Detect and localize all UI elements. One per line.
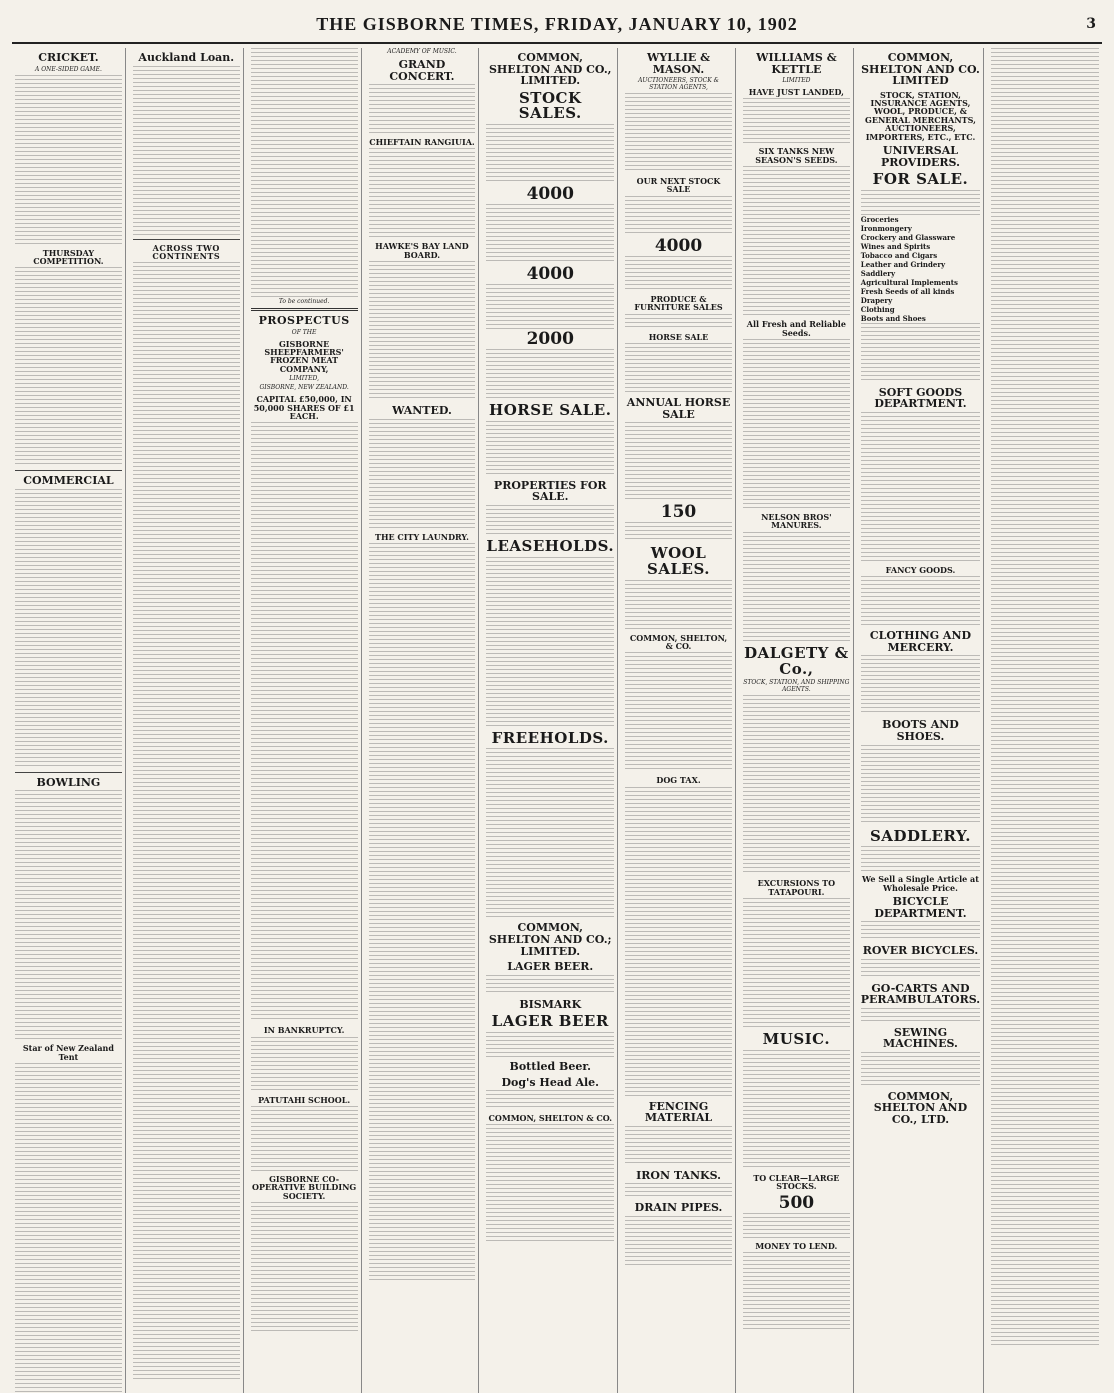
grand-concert-heading: GRAND CONCERT.	[389, 58, 455, 83]
for-sale-article	[861, 190, 980, 215]
next-stock-sale-article	[625, 196, 732, 236]
sewing-heading: SEWING MACHINES.	[883, 1025, 958, 1051]
lager-article-2	[486, 1032, 614, 1057]
drain-pipes-heading: DRAIN PIPES.	[634, 1201, 723, 1215]
concert-article	[369, 84, 476, 134]
page-edge	[991, 48, 1099, 1348]
seeds-heading: SIX TANKS NEW SEASON'S SEEDS.	[755, 146, 838, 165]
prospectus-article	[251, 422, 358, 1022]
dalgety-article	[743, 695, 850, 875]
annual-horse-sale-heading: ANNUAL HORSE SALE	[626, 396, 731, 421]
bottled-beer-heading: Bottled Beer.	[509, 1059, 591, 1073]
chieftain-article	[369, 148, 476, 238]
fresh-seeds-heading: All Fresh and Reliable Seeds.	[746, 319, 846, 338]
column-5	[483, 48, 618, 1393]
sacks-number: 500	[778, 1192, 815, 1213]
williams-kettle-heading: WILLIAMS & KETTLE	[756, 51, 837, 76]
goods-list-item: Agricultural Implements	[860, 277, 958, 287]
stock-sales-heading: STOCK SALES.	[518, 88, 582, 123]
auckland-article	[133, 66, 240, 236]
column-1	[12, 48, 126, 1393]
universal-providers-heading: UNIVERSAL PROVIDERS.	[880, 143, 960, 169]
column-9	[988, 48, 1102, 1393]
land-board-heading: HAWKE'S BAY LAND BOARD.	[375, 241, 469, 260]
cricket-heading: CRICKET.	[38, 51, 99, 64]
column-7	[740, 48, 854, 1393]
prospectus-heading: PROSPECTUS	[258, 314, 350, 327]
excursions-article	[743, 898, 850, 1028]
dogs-head-article	[486, 1090, 614, 1110]
cooperative-heading: GISBORNE CO-OPERATIVE BUILDING SOCIETY.	[252, 1174, 357, 1201]
boots-heading: BOOTS AND SHOES.	[882, 718, 959, 743]
agents-heading: STOCK, STATION, INSURANCE AGENTS, WOOL, PRODUCE, & GENERAL MERCHANTS, AUCTIONEERS, IMPORTERS, ETC., ETC.	[865, 89, 976, 142]
column-6	[622, 48, 736, 1393]
money-article	[743, 1252, 850, 1332]
horses-article	[625, 522, 732, 542]
horse-sale-article	[486, 421, 614, 476]
dalgety-heading: DALGETY & Co.,	[744, 643, 849, 678]
horse-sale-heading: HORSE SALE	[648, 331, 709, 342]
rover-article	[861, 959, 980, 979]
iron-tanks-article	[625, 1183, 732, 1198]
stock-number-1: 4000	[526, 184, 574, 205]
lager-article	[486, 975, 614, 995]
clearing-article	[743, 1213, 850, 1238]
across-heading: ACROSS TWO CONTINENTS	[152, 242, 221, 261]
bankruptcy-heading: IN BANKRUPTCY.	[263, 1025, 345, 1036]
next-stock-sale-heading: OUR NEXT STOCK SALE	[636, 176, 721, 195]
rule	[15, 470, 122, 471]
bowling-heading: BOWLING	[36, 775, 101, 789]
bicycle-heading: BICYCLE DEPARTMENT.	[874, 895, 967, 920]
wyllie-mason-heading: WYLLIE & MASON.	[647, 51, 710, 76]
nelson-article	[743, 532, 850, 642]
wool-sales-article	[625, 580, 732, 630]
patutahi-heading: PATUTAHI SCHOOL.	[258, 1094, 351, 1105]
common-shelton-heading-3: COMMON, SHELTON & CO.	[488, 1113, 612, 1124]
bismark-heading: BISMARK	[519, 997, 582, 1011]
stock-sales-article	[486, 284, 614, 329]
dog-tax-heading: DOG TAX.	[656, 775, 701, 786]
patutahi-article	[251, 1106, 358, 1171]
leaseholds-article	[486, 557, 614, 727]
music-article	[743, 1050, 850, 1170]
go-carts-article	[861, 1008, 980, 1023]
commercial-article	[15, 489, 122, 769]
classifieds	[369, 543, 476, 1283]
sheep-number: 4000	[654, 235, 703, 256]
soft-goods-heading: SOFT GOODS DEPARTMENT.	[874, 385, 967, 411]
goods-list-item: Fresh Seeds of all kinds	[860, 286, 955, 296]
sheep-article	[625, 256, 732, 291]
properties-article	[486, 505, 614, 535]
goods-list-item: Groceries	[860, 214, 899, 224]
iron-tanks-heading: IRON TANKS.	[636, 1168, 721, 1182]
bicycle-article	[861, 921, 980, 941]
chieftain-heading: CHIEFTAIN RANGIUIA.	[369, 137, 475, 148]
masthead	[12, 14, 1102, 44]
prospectus-of: OF THE	[291, 328, 317, 336]
money-heading: MONEY TO LEND.	[755, 1240, 838, 1251]
goods-list-item: Leather and Grindery	[860, 259, 946, 269]
rule	[15, 772, 122, 773]
company-limited: LIMITED,	[289, 375, 319, 383]
fencing-article	[625, 1126, 732, 1166]
clearing-heading: TO CLEAR—LARGE STOCKS.	[753, 1172, 840, 1192]
single-article-heading: We Sell a Single Article at Wholesale Price.	[862, 874, 979, 893]
cricket-subheading: A ONE-SIDED GAME.	[34, 65, 102, 73]
goods-list-item: Clothing	[860, 304, 895, 314]
goods-article	[861, 323, 980, 383]
column-2	[130, 48, 244, 1393]
across-article	[133, 262, 240, 1382]
continued-note: To be continued.	[278, 298, 330, 305]
wanted-article	[369, 419, 476, 529]
rule	[133, 239, 240, 240]
produce-heading: PRODUCE & FURNITURE SALES	[634, 293, 723, 313]
goods-list-item: Saddlery	[860, 268, 896, 278]
drain-pipes-article	[625, 1216, 732, 1266]
common-shelton-heading: COMMON, SHELTON, & CO.	[629, 632, 728, 652]
company-capital: CAPITAL £50,000, IN 50,000 SHARES OF £1 EACH.	[253, 394, 355, 421]
company-place: GISBORNE, NEW ZEALAND.	[259, 384, 349, 392]
dog-tax-article	[625, 787, 732, 1097]
dogs-head-heading: Dog's Head Ale.	[501, 1075, 600, 1089]
goods-list-item: Tobacco and Cigars	[860, 250, 938, 260]
williams-kettle-limited: LIMITED	[782, 77, 811, 85]
wanted-heading: WANTED.	[392, 404, 452, 418]
thursday-heading: THURSDAY COMPETITION.	[33, 247, 104, 266]
saddlery-article	[861, 846, 980, 871]
cooperative-article	[251, 1202, 358, 1332]
wyllie-mason-subheading: AUCTIONEERS, STOCK & STATION AGENTS,	[638, 77, 719, 92]
masthead-title: THE GISBORNE TIMES, FRIDAY, JANUARY 10, 1902	[316, 14, 798, 34]
goods-list-item: Ironmongery	[860, 223, 912, 233]
column-3	[248, 48, 362, 1393]
soft-goods-article	[861, 412, 980, 562]
page-number: 3	[1086, 16, 1096, 32]
city-laundry-heading: THE CITY LAUNDRY.	[375, 531, 469, 542]
rule	[251, 308, 358, 311]
freeholds-article	[486, 748, 614, 918]
horse-sale-article	[625, 343, 732, 393]
seeds-article	[743, 166, 850, 316]
just-landed-heading: HAVE JUST LANDED,	[748, 87, 844, 98]
commercial-heading: COMMERCIAL	[23, 474, 114, 488]
nelson-manures-heading: NELSON BROS' MANURES.	[761, 512, 832, 531]
sewing-article	[861, 1052, 980, 1087]
annual-horse-sale-article	[625, 422, 732, 502]
horses-number: 150	[660, 502, 697, 523]
continued-article	[251, 48, 358, 298]
stock-sales-article	[486, 124, 614, 184]
saddlery-heading: SADDLERY.	[869, 826, 971, 845]
cricket-article	[15, 75, 122, 245]
bowling-article	[15, 790, 122, 1040]
excursions-heading: EXCURSIONS TO TATAPOURI.	[757, 878, 836, 897]
columns	[12, 48, 1102, 1368]
company-name: GISBORNE SHEEPFARMERS' FROZEN MEAT COMPANY,	[264, 338, 344, 374]
goods-list-item: Drapery	[860, 295, 893, 305]
boots-article	[861, 745, 980, 825]
auckland-heading: Auckland Loan.	[138, 51, 235, 64]
column-4	[366, 48, 480, 1393]
freeholds-heading: FREEHOLDS.	[491, 728, 609, 747]
column-8	[858, 48, 984, 1393]
wool-sales-heading: WOOL SALES.	[647, 544, 710, 578]
just-landed-article	[743, 98, 850, 143]
leaseholds-heading: LEASEHOLDS.	[486, 536, 615, 555]
land-board-article	[369, 261, 476, 401]
common-shelton-heading: COMMON, SHELTON AND CO., LIMITED.	[488, 51, 612, 88]
classifieds	[486, 1124, 614, 1244]
goods-list-item: Boots and Shoes	[860, 313, 926, 323]
stock-sales-article	[486, 349, 614, 399]
notices-article	[625, 652, 732, 772]
goods-list	[861, 215, 980, 323]
clothing-heading: CLOTHING AND MERCERY.	[869, 629, 972, 654]
dalgety-subheading: STOCK, STATION, AND SHIPPING AGENTS.	[743, 679, 850, 694]
common-shelton-heading-2: COMMON, SHELTON AND CO., LTD.	[873, 1089, 968, 1126]
bankruptcy-article	[251, 1037, 358, 1092]
produce-article	[625, 314, 732, 329]
goods-list-item: Crockery and Glassware	[860, 232, 956, 242]
tent-heading: Star of New Zealand Tent	[22, 1043, 114, 1062]
stock-sales-article	[486, 204, 614, 264]
wyllie-mason-article	[625, 93, 732, 173]
fancy-goods-article	[861, 576, 980, 626]
lager-heading: LAGER BEER.	[507, 960, 594, 974]
common-shelton-heading: COMMON, SHELTON AND CO. LIMITED	[861, 51, 980, 88]
tent-article	[15, 1063, 122, 1393]
fencing-heading: FENCING MATERIAL	[644, 1099, 713, 1125]
properties-heading: PROPERTIES FOR SALE.	[493, 478, 607, 504]
fancy-goods-heading: FANCY GOODS.	[885, 564, 956, 575]
academy-heading: ACADEMY OF MUSIC.	[387, 48, 457, 55]
goods-list-item: Wines and Spirits	[860, 241, 931, 251]
lager-beer-heading: LAGER BEER	[491, 1012, 609, 1031]
stock-number-2: 4000	[526, 264, 574, 285]
for-sale-heading: FOR SALE.	[872, 170, 969, 189]
stock-number-3: 2000	[526, 329, 574, 350]
music-heading: MUSIC.	[762, 1030, 831, 1049]
common-shelton-heading-2: COMMON, SHELTON AND CO.; LIMITED.	[488, 921, 612, 958]
manures-article	[743, 339, 850, 509]
go-carts-heading: GO-CARTS AND PERAMBULATORS.	[860, 981, 981, 1007]
horse-sale-heading: HORSE SALE.	[489, 401, 612, 420]
rover-heading: ROVER BICYCLES.	[862, 944, 979, 958]
clothing-article	[861, 655, 980, 715]
thursday-article	[15, 267, 122, 467]
